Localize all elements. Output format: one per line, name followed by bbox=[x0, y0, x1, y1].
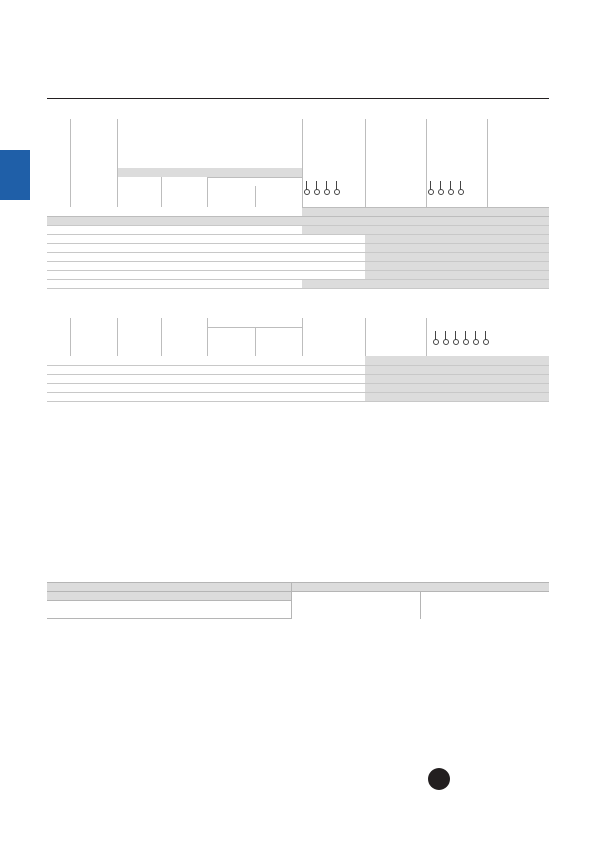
table-row bbox=[47, 365, 549, 374]
type1-cat-no bbox=[365, 374, 426, 383]
open-type-cat-no bbox=[302, 225, 365, 234]
type4x-cat-no bbox=[487, 234, 549, 243]
hp-cell bbox=[161, 261, 207, 270]
hp-rating-header bbox=[117, 119, 302, 168]
hp-cell bbox=[255, 261, 302, 270]
hp-cell bbox=[117, 252, 161, 261]
type4x-cat-no bbox=[487, 392, 549, 401]
size-header bbox=[47, 601, 169, 619]
size-cell bbox=[47, 270, 70, 279]
size-cell bbox=[47, 365, 70, 374]
hp-cell bbox=[255, 243, 302, 252]
hp-cell bbox=[161, 356, 207, 365]
amps-header-2 bbox=[70, 327, 117, 356]
amps-cell bbox=[70, 356, 117, 365]
open-type-cat-no bbox=[302, 279, 365, 288]
amps-cell bbox=[70, 383, 117, 392]
hp-cell bbox=[117, 392, 161, 401]
table-row bbox=[47, 234, 549, 243]
hp-cell bbox=[161, 234, 207, 243]
type4x-cat-no bbox=[487, 383, 549, 392]
contact-symbol-icon bbox=[475, 331, 481, 344]
contact-symbol-icon bbox=[336, 181, 342, 194]
open-type-symbol bbox=[302, 168, 365, 207]
open-type-cat-no bbox=[302, 383, 365, 392]
table-row bbox=[47, 252, 549, 261]
hp-cell bbox=[255, 225, 302, 234]
table-row bbox=[47, 243, 549, 252]
hp-cell bbox=[255, 234, 302, 243]
hp-cell bbox=[161, 365, 207, 374]
size-cell bbox=[47, 225, 70, 234]
type1-cat-no bbox=[365, 392, 426, 401]
type1-cat-no bbox=[365, 243, 426, 252]
type1-cat-no bbox=[365, 279, 426, 288]
amps-cell bbox=[70, 279, 117, 288]
type4x-cat-no bbox=[487, 225, 549, 234]
type4x-cat-no bbox=[487, 243, 549, 252]
amps-cell bbox=[70, 392, 117, 401]
hp-cell bbox=[161, 252, 207, 261]
open-type-cat-no bbox=[302, 234, 365, 243]
size-cell bbox=[47, 383, 70, 392]
hp-cell bbox=[117, 225, 161, 234]
selection-table-4-pole bbox=[47, 119, 549, 289]
hp-cell bbox=[117, 383, 161, 392]
type4x-header bbox=[487, 119, 549, 168]
hp-cell bbox=[207, 270, 255, 279]
amps-cell bbox=[70, 252, 117, 261]
type3r-cat-no bbox=[426, 243, 487, 252]
description-header bbox=[47, 583, 291, 592]
type4x-cat-no bbox=[487, 374, 549, 383]
hp-cell bbox=[161, 270, 207, 279]
type79-header bbox=[291, 592, 420, 619]
hp-cell bbox=[117, 356, 161, 365]
v380-header-2 bbox=[207, 327, 255, 356]
contact-symbol-icon bbox=[430, 181, 436, 194]
five-pole-symbol bbox=[426, 318, 549, 356]
size-cell bbox=[47, 356, 70, 365]
hp-cell bbox=[117, 261, 161, 270]
allen-bradley-logo bbox=[428, 768, 450, 790]
table-row bbox=[47, 356, 549, 365]
open-type-cat-no bbox=[302, 365, 365, 374]
open-type-header bbox=[302, 119, 365, 168]
cat-no-header bbox=[302, 207, 365, 216]
contactor-header bbox=[47, 592, 291, 601]
contact-symbol-icon bbox=[435, 331, 441, 344]
hp-cell bbox=[207, 243, 255, 252]
hp-cell bbox=[161, 392, 207, 401]
v460-header bbox=[255, 186, 302, 207]
contact-symbol-icon bbox=[316, 181, 322, 194]
hp-cell bbox=[255, 365, 302, 374]
size-cell bbox=[47, 252, 70, 261]
hp-cell bbox=[161, 383, 207, 392]
table-row bbox=[47, 383, 549, 392]
open-type-cat-no bbox=[302, 356, 365, 365]
type3r-cat-no bbox=[426, 365, 487, 374]
type1-cat-no bbox=[365, 234, 426, 243]
size-cell bbox=[47, 392, 70, 401]
header-divider bbox=[47, 98, 549, 99]
hp-cell bbox=[161, 279, 207, 288]
hz50-label bbox=[207, 177, 302, 186]
hp-cell bbox=[117, 270, 161, 279]
hp-cell bbox=[207, 279, 255, 288]
type3r-cat-no bbox=[426, 261, 487, 270]
open-type-cat-no bbox=[302, 252, 365, 261]
v380-header bbox=[207, 186, 255, 207]
type1-cat-no bbox=[365, 225, 426, 234]
v200-header-2 bbox=[117, 327, 161, 356]
open-type-cat-no bbox=[302, 243, 365, 252]
amps-cell bbox=[70, 234, 117, 243]
group1-label bbox=[47, 216, 549, 225]
contact-symbol-icon bbox=[326, 181, 332, 194]
hp-cell bbox=[207, 374, 255, 383]
open-type-cat-no bbox=[302, 374, 365, 383]
hp-cell bbox=[207, 252, 255, 261]
amps-cell bbox=[70, 365, 117, 374]
type3r-header bbox=[426, 119, 487, 168]
amps-header bbox=[70, 186, 117, 207]
hp-cell bbox=[255, 383, 302, 392]
type1-cat-no bbox=[365, 252, 426, 261]
open-type-cat-no bbox=[302, 261, 365, 270]
cat-no-header bbox=[365, 207, 426, 216]
contact-symbol-icon bbox=[440, 181, 446, 194]
contact-symbol-icon bbox=[306, 181, 312, 194]
hp-cell bbox=[255, 270, 302, 279]
poles-header bbox=[169, 601, 291, 619]
type4x-cat-no bbox=[487, 252, 549, 261]
chapter-tab bbox=[0, 150, 30, 200]
type3r-cat-no bbox=[426, 356, 487, 365]
hp-cell bbox=[255, 374, 302, 383]
cat-no-header bbox=[426, 207, 487, 216]
type1-cat-no bbox=[365, 261, 426, 270]
size-cell bbox=[47, 243, 70, 252]
hp-cell bbox=[161, 225, 207, 234]
hp-cell bbox=[207, 356, 255, 365]
hp-cell bbox=[207, 234, 255, 243]
nema-size-header bbox=[47, 186, 70, 207]
cat-no-header bbox=[487, 207, 549, 216]
open-type-cat-no bbox=[302, 270, 365, 279]
amps-cell bbox=[70, 270, 117, 279]
selection-table-5-pole bbox=[47, 318, 549, 402]
size-cell bbox=[47, 374, 70, 383]
hazardous-header bbox=[291, 583, 549, 592]
type1-cat-no bbox=[365, 383, 426, 392]
size-cell bbox=[47, 261, 70, 270]
hp-cell bbox=[161, 374, 207, 383]
open-type-cat-no bbox=[302, 392, 365, 401]
hp-cell bbox=[207, 261, 255, 270]
contact-symbol-icon bbox=[485, 331, 491, 344]
hp-cell bbox=[117, 234, 161, 243]
type4x-cat-no bbox=[487, 279, 549, 288]
hp-cell bbox=[117, 374, 161, 383]
size-cell bbox=[47, 234, 70, 243]
nema-size-header-2 bbox=[47, 327, 70, 356]
type4x-cat-no bbox=[487, 270, 549, 279]
amps-cell bbox=[70, 261, 117, 270]
amps-cell bbox=[70, 225, 117, 234]
footer-line bbox=[186, 771, 191, 778]
v200-header bbox=[117, 186, 161, 207]
contact-symbol-icon bbox=[465, 331, 471, 344]
table-row bbox=[47, 270, 549, 279]
table-row bbox=[47, 225, 549, 234]
type3r-cat-no bbox=[426, 279, 487, 288]
enclosed-symbol bbox=[426, 168, 487, 207]
type1-cat-no bbox=[365, 365, 426, 374]
table-row bbox=[47, 392, 549, 401]
contact-symbol-icon bbox=[455, 331, 461, 344]
contact-symbol-icon bbox=[450, 181, 456, 194]
type3r79-header bbox=[420, 592, 549, 619]
type3r-cat-no bbox=[426, 225, 487, 234]
type3r-cat-no bbox=[426, 392, 487, 401]
v230-header-2 bbox=[161, 327, 207, 356]
type4x-cat-no bbox=[487, 365, 549, 374]
type4x-cat-no bbox=[487, 261, 549, 270]
table-row bbox=[47, 261, 549, 270]
hp-cell bbox=[255, 392, 302, 401]
hp-cell bbox=[117, 243, 161, 252]
hp-cell bbox=[207, 383, 255, 392]
table-row bbox=[47, 374, 549, 383]
type3r-cat-no bbox=[426, 270, 487, 279]
hp-cell bbox=[117, 279, 161, 288]
type1-cat-no bbox=[365, 270, 426, 279]
v460-header-2 bbox=[255, 327, 302, 356]
special-purpose-table bbox=[47, 582, 549, 619]
amps-cell bbox=[70, 374, 117, 383]
contact-symbol-icon bbox=[460, 181, 466, 194]
v230-header bbox=[161, 186, 207, 207]
hp-cell bbox=[161, 243, 207, 252]
type3r-cat-no bbox=[426, 252, 487, 261]
type4x-cat-no bbox=[487, 356, 549, 365]
type3r-cat-no bbox=[426, 383, 487, 392]
size-cell bbox=[47, 279, 70, 288]
table-row bbox=[47, 279, 549, 288]
hz50-label-2 bbox=[207, 318, 302, 327]
type3r-cat-no bbox=[426, 234, 487, 243]
hp-cell bbox=[207, 225, 255, 234]
hp-cell bbox=[255, 356, 302, 365]
hp-cell bbox=[207, 365, 255, 374]
type3r-cat-no bbox=[426, 374, 487, 383]
hp-cell bbox=[207, 392, 255, 401]
type1-header bbox=[365, 119, 426, 168]
type1-cat-no bbox=[365, 356, 426, 365]
hp-cell bbox=[255, 252, 302, 261]
hp-cell bbox=[255, 279, 302, 288]
motor-voltage-header bbox=[117, 168, 302, 177]
hp-cell bbox=[117, 365, 161, 374]
contact-symbol-icon bbox=[445, 331, 451, 344]
amps-cell bbox=[70, 243, 117, 252]
